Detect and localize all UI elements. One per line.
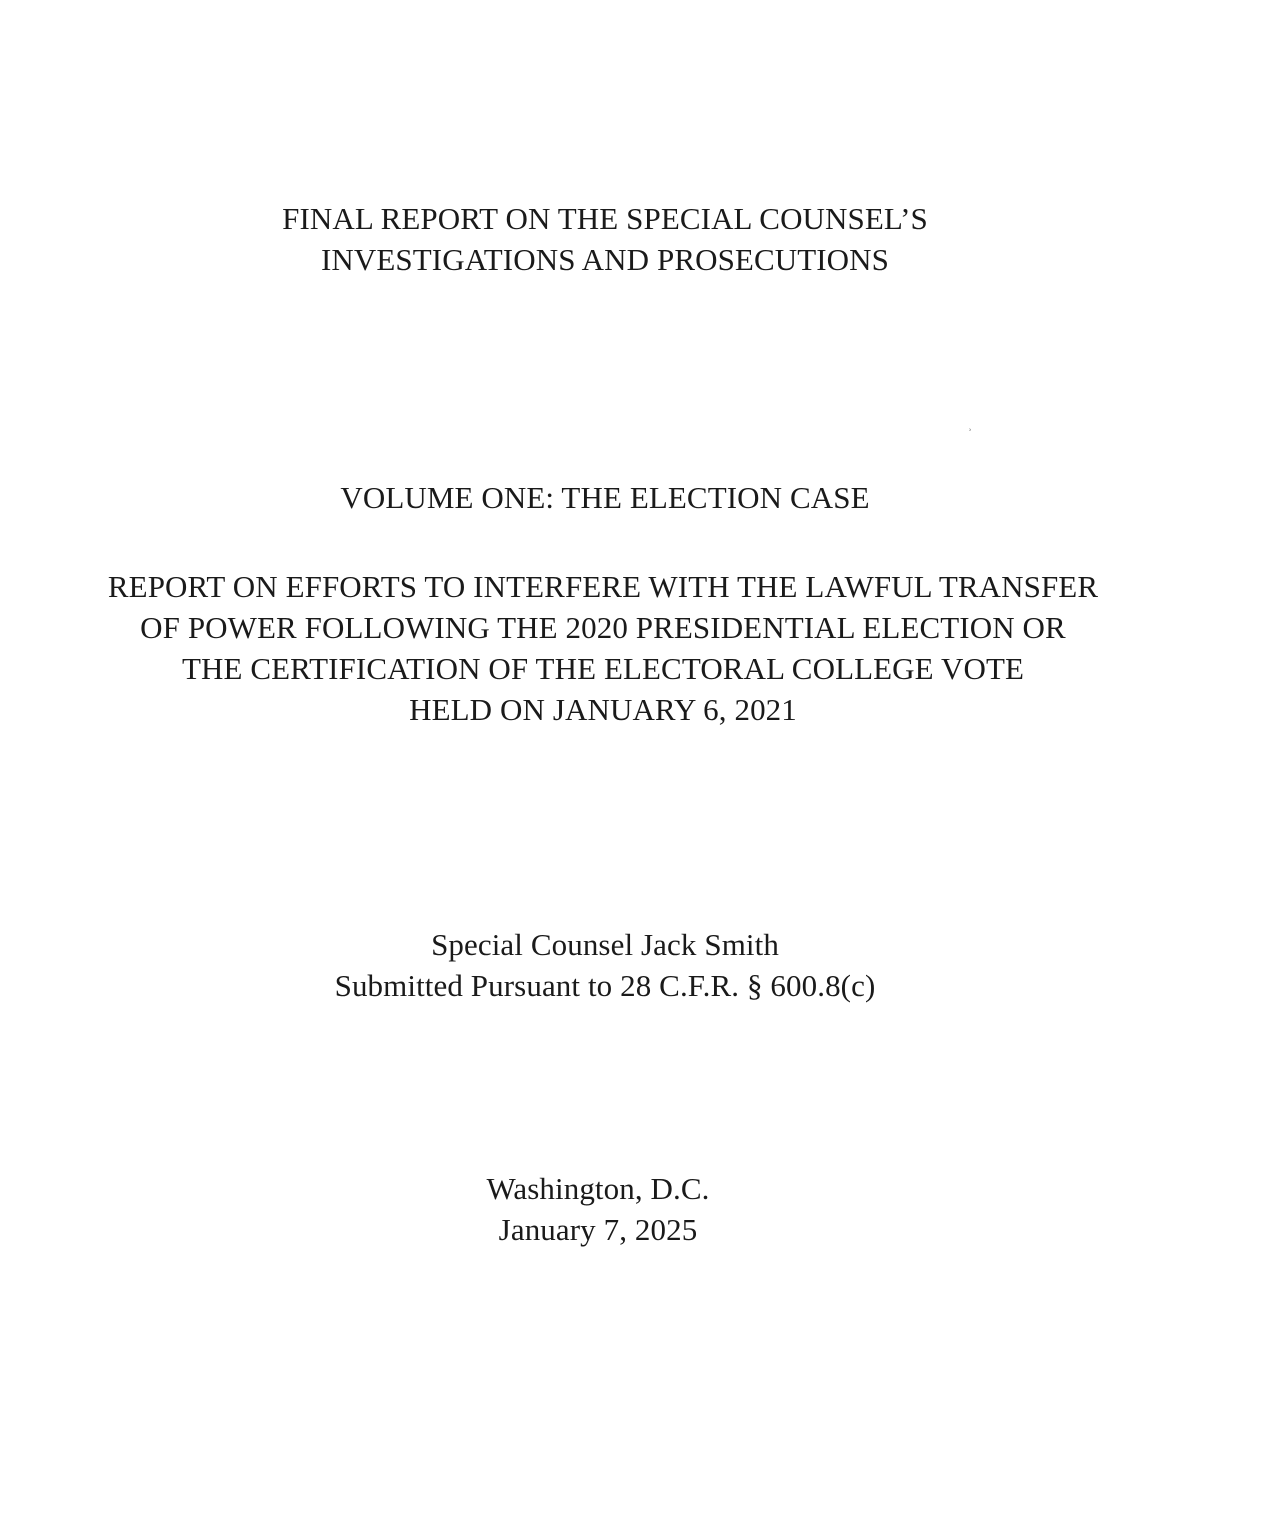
volume-heading-text: VOLUME ONE: THE ELECTION CASE [340,480,870,515]
author-block [0,924,1210,1006]
report-title [0,198,1210,280]
submission-authority: Submitted Pursuant to 28 C.F.R. § 600.8(c) [334,968,876,1003]
report-subject [0,566,1206,730]
place-date-block [0,1168,1196,1250]
report-title-line-1: FINAL REPORT ON THE SPECIAL COUNSEL’S [282,201,928,236]
author-name: Special Counsel Jack Smith [431,927,779,962]
place-city: Washington, D.C. [486,1171,710,1206]
report-subject-line-4: HELD ON JANUARY 6, 2021 [409,692,797,727]
report-date: January 7, 2025 [498,1212,698,1247]
volume-heading [0,477,1210,518]
report-subject-line-3: THE CERTIFICATION OF THE ELECTORAL COLLEGE VOTE [181,651,1025,686]
stray-scan-mark: ʾ [968,426,972,440]
report-subject-line-2: OF POWER FOLLOWING THE 2020 PRESIDENTIAL ELECTION OR [140,610,1066,645]
report-title-line-2: INVESTIGATIONS AND PROSECUTIONS [320,242,890,277]
report-subject-line-1: REPORT ON EFFORTS TO INTERFERE WITH THE LAWFUL TRANSFER [107,569,1099,604]
